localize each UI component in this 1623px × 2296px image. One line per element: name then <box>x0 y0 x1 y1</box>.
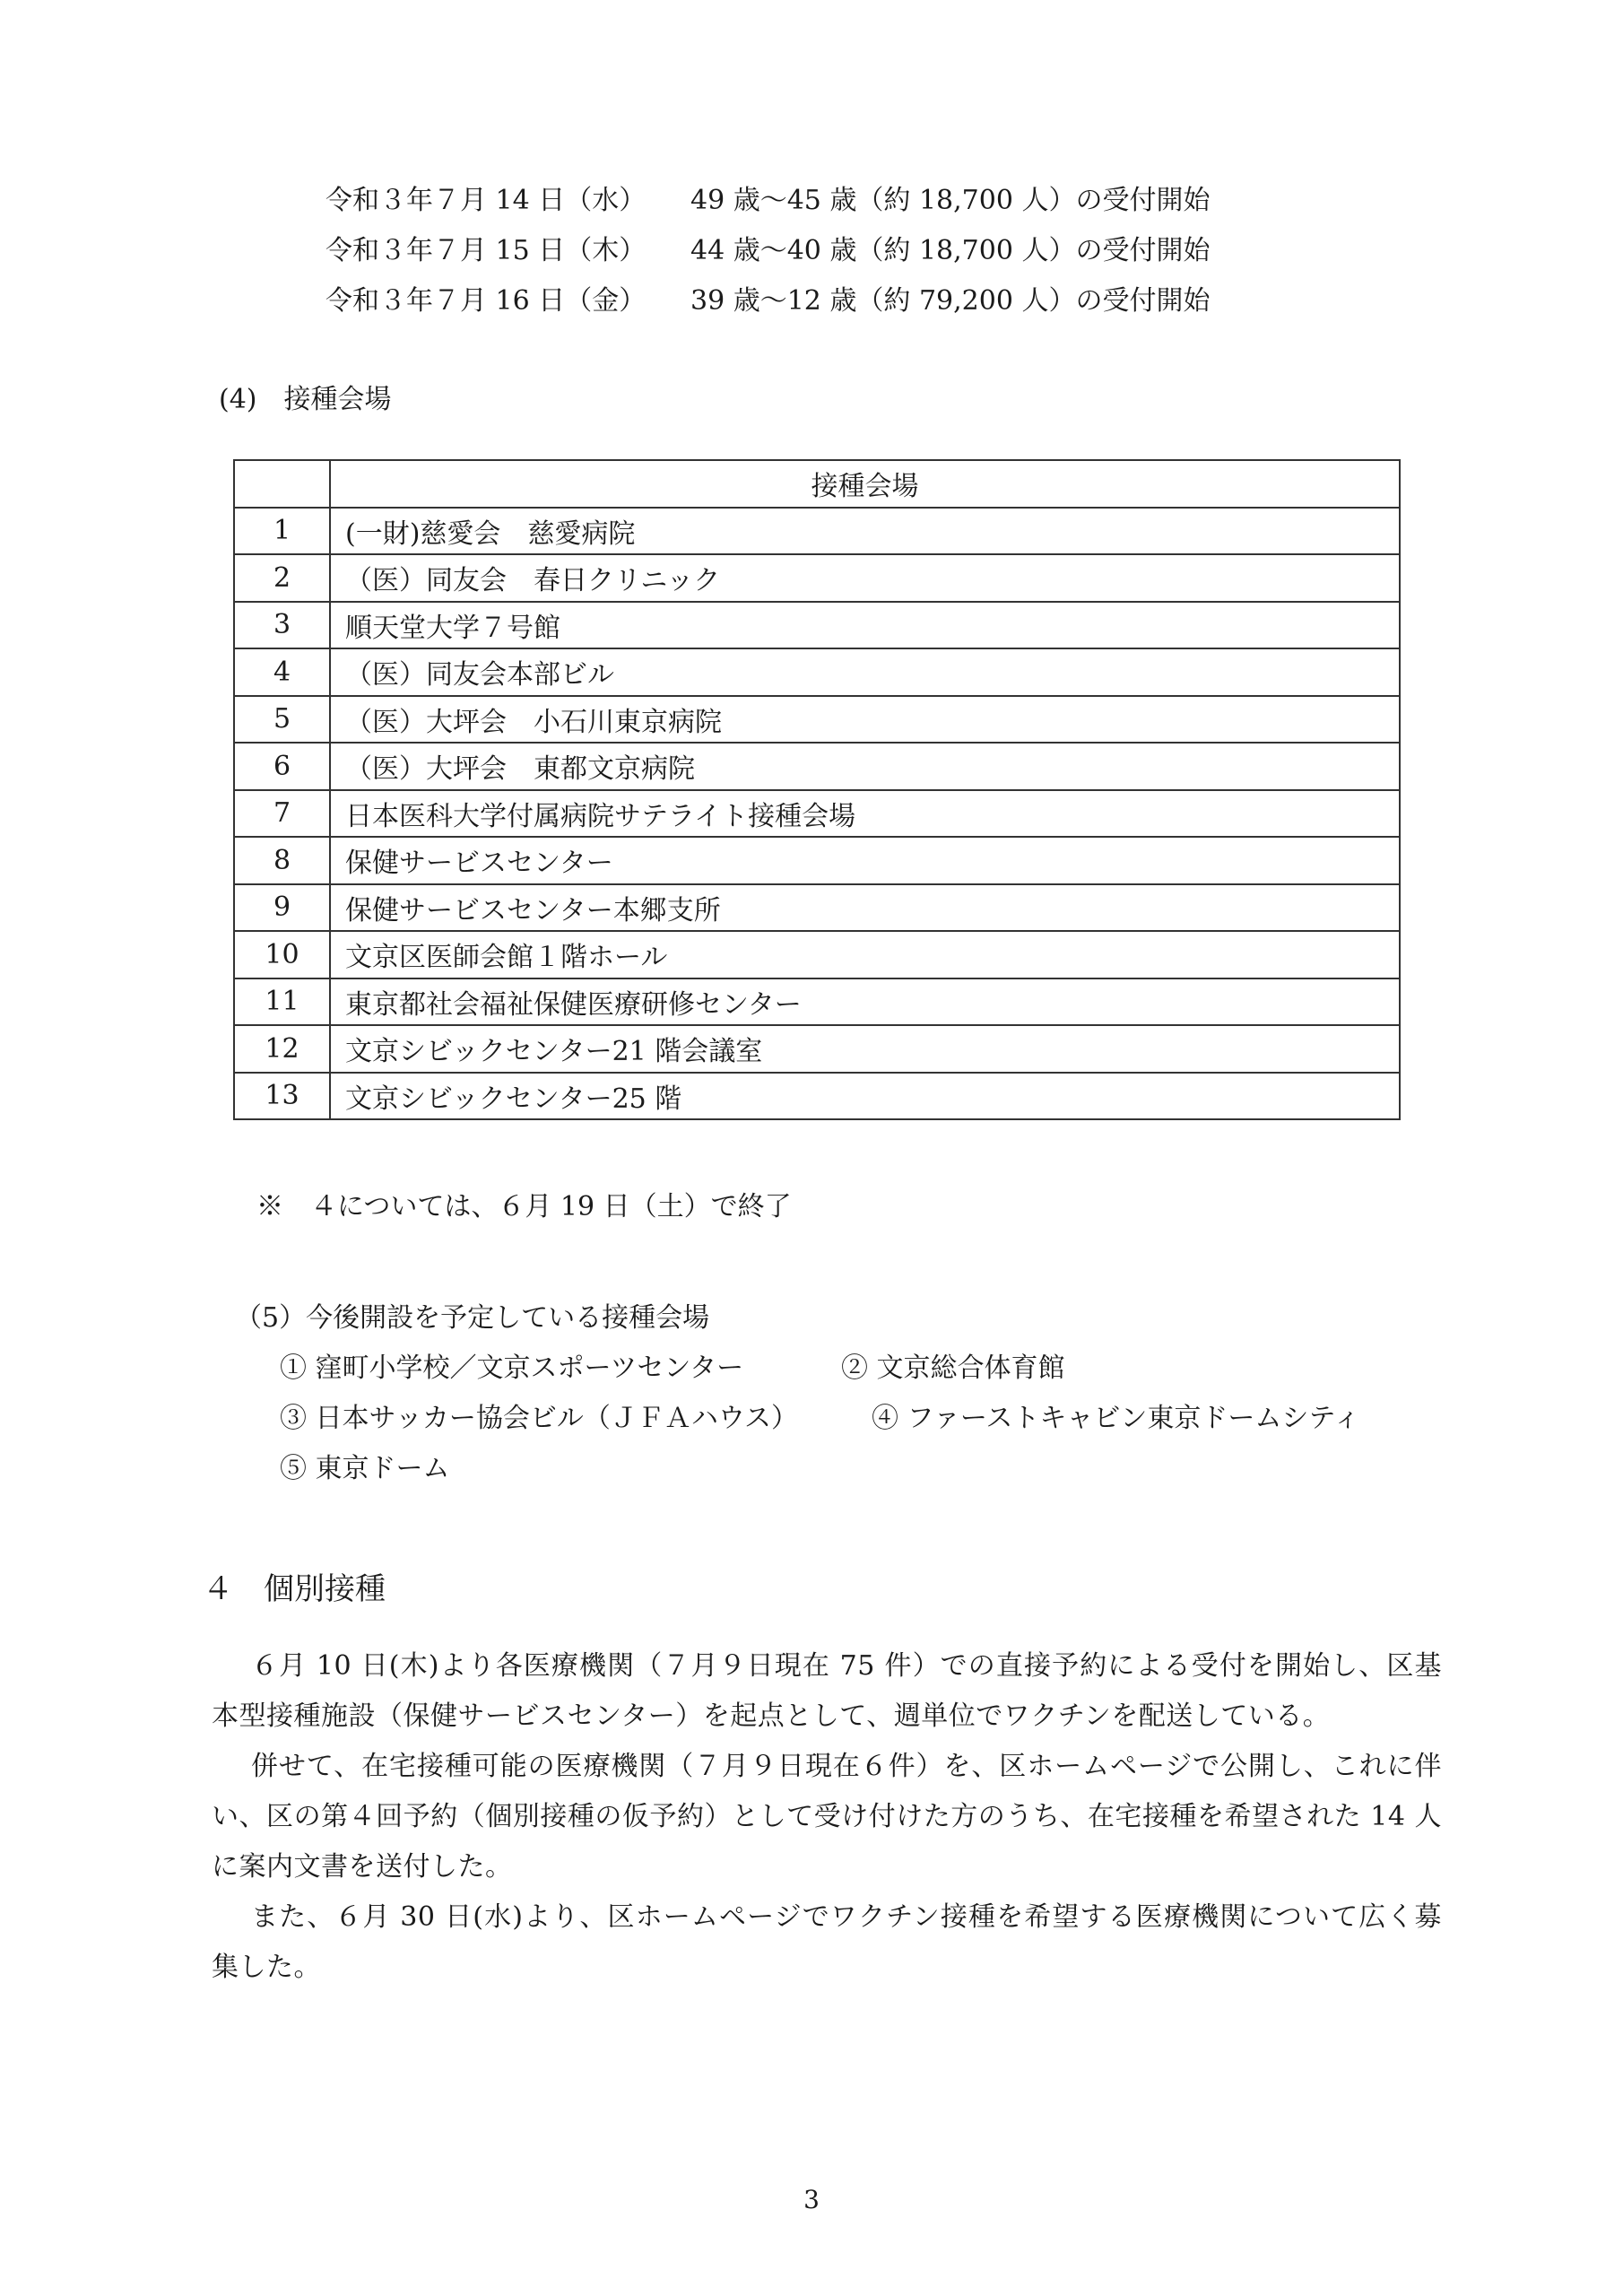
venue-name: 保健サービスセンター <box>330 837 1400 884</box>
venue-name: 東京都社会福祉保健医療研修センター <box>330 978 1400 1026</box>
table-row <box>234 743 1400 790</box>
row-number: 1 <box>234 508 330 555</box>
row-number: 6 <box>234 743 330 790</box>
planned-venue-3: ③ 日本サッカー協会ビル（ＪＦＡハウス） <box>280 1403 799 1434</box>
schedule-row-1 <box>0 183 1623 219</box>
venue-name: (一財)慈愛会 慈愛病院 <box>330 508 1400 555</box>
header-venue-cell: 接種会場 <box>330 460 1400 508</box>
table-row <box>234 1073 1400 1120</box>
chapter-4-paragraph-1: ６月 10 日(木)より各医療機関（７月９日現在 75 件）での直接予約による受付を開始し、区基本型接種施設（保健サービスセンター）を起点として、週単位でワクチンを配送している。 <box>212 1650 1442 1732</box>
venue-name: （医）同友会 春日クリニック <box>330 554 1400 602</box>
header-number-cell <box>234 460 330 508</box>
table-row <box>234 931 1400 978</box>
venue-name: 文京シビックセンター21 階会議室 <box>330 1025 1400 1073</box>
table-header-row <box>234 460 1400 508</box>
schedule-detail: 39 歳～12 歳（約 79,200 人）の受付開始 <box>690 285 1211 317</box>
table-row <box>234 648 1400 696</box>
row-number: 7 <box>234 790 330 838</box>
row-number: 9 <box>234 884 330 932</box>
venue-table <box>233 459 1401 1120</box>
venue-name: 日本医科大学付属病院サテライト接種会場 <box>330 790 1400 838</box>
schedule-detail: 44 歳～40 歳（約 18,700 人）の受付開始 <box>690 235 1211 266</box>
row-number: 10 <box>234 931 330 978</box>
schedule-date: 令和３年７月 16 日（金） <box>325 285 647 317</box>
chapter-4-heading: ４ 個別接種 <box>203 1571 386 1607</box>
venue-name: （医）同友会本部ビル <box>330 648 1400 696</box>
row-number: 12 <box>234 1025 330 1073</box>
venue-name: 順天堂大学７号館 <box>330 602 1400 649</box>
row-number: 13 <box>234 1073 330 1120</box>
row-number: 5 <box>234 696 330 744</box>
planned-venue-4: ④ ファーストキャビン東京ドームシティ <box>872 1403 1361 1434</box>
chapter-4-paragraph-2: 併せて、在宅接種可能の医療機関（７月９日現在６件）を、区ホームページで公開し、これに伴い、区の第４回予約（個別接種の仮予約）として受け付けた方のうち、在宅接種を希望された 14 人に案内文書を送付した。 <box>212 1751 1442 1883</box>
venue-name: 文京シビックセンター25 階 <box>330 1073 1400 1120</box>
venue-name: （医）大坪会 東都文京病院 <box>330 743 1400 790</box>
page-number: 3 <box>803 2185 820 2214</box>
table-row <box>234 696 1400 744</box>
schedule-date: 令和３年７月 15 日（木） <box>325 235 647 266</box>
schedule-row-2 <box>0 233 1623 269</box>
table-row <box>234 884 1400 932</box>
planned-venue-5: ⑤ 東京ドーム <box>280 1453 450 1484</box>
row-number: 2 <box>234 554 330 602</box>
chapter-4-paragraph-3: また、６月 30 日(水)より、区ホームページでワクチン接種を希望する医療機関について広く募集した。 <box>212 1901 1442 1983</box>
venue-name: 保健サービスセンター本郷支所 <box>330 884 1400 932</box>
table-row <box>234 978 1400 1026</box>
venue-name: 文京区医師会館１階ホール <box>330 931 1400 978</box>
table-note: ※ ４については、６月 19 日（土）で終了 <box>256 1191 792 1222</box>
table-row <box>234 602 1400 649</box>
table-row <box>234 1025 1400 1073</box>
schedule-date: 令和３年７月 14 日（水） <box>325 185 647 216</box>
table-row <box>234 837 1400 884</box>
row-number: 4 <box>234 648 330 696</box>
section-5-heading: （5）今後開設を予定している接種会場 <box>235 1302 710 1334</box>
table-row <box>234 554 1400 602</box>
row-number: 3 <box>234 602 330 649</box>
schedule-detail: 49 歳～45 歳（約 18,700 人）の受付開始 <box>690 185 1211 216</box>
schedule-row-3 <box>0 283 1623 319</box>
venue-name: （医）大坪会 小石川東京病院 <box>330 696 1400 744</box>
table-row <box>234 508 1400 555</box>
table-row <box>234 790 1400 838</box>
section-4-heading: (4) 接種会場 <box>219 384 392 415</box>
row-number: 8 <box>234 837 330 884</box>
planned-venue-2: ② 文京総合体育館 <box>841 1352 1065 1384</box>
row-number: 11 <box>234 978 330 1026</box>
planned-venue-1: ① 窪町小学校／文京スポーツセンター <box>280 1352 744 1384</box>
